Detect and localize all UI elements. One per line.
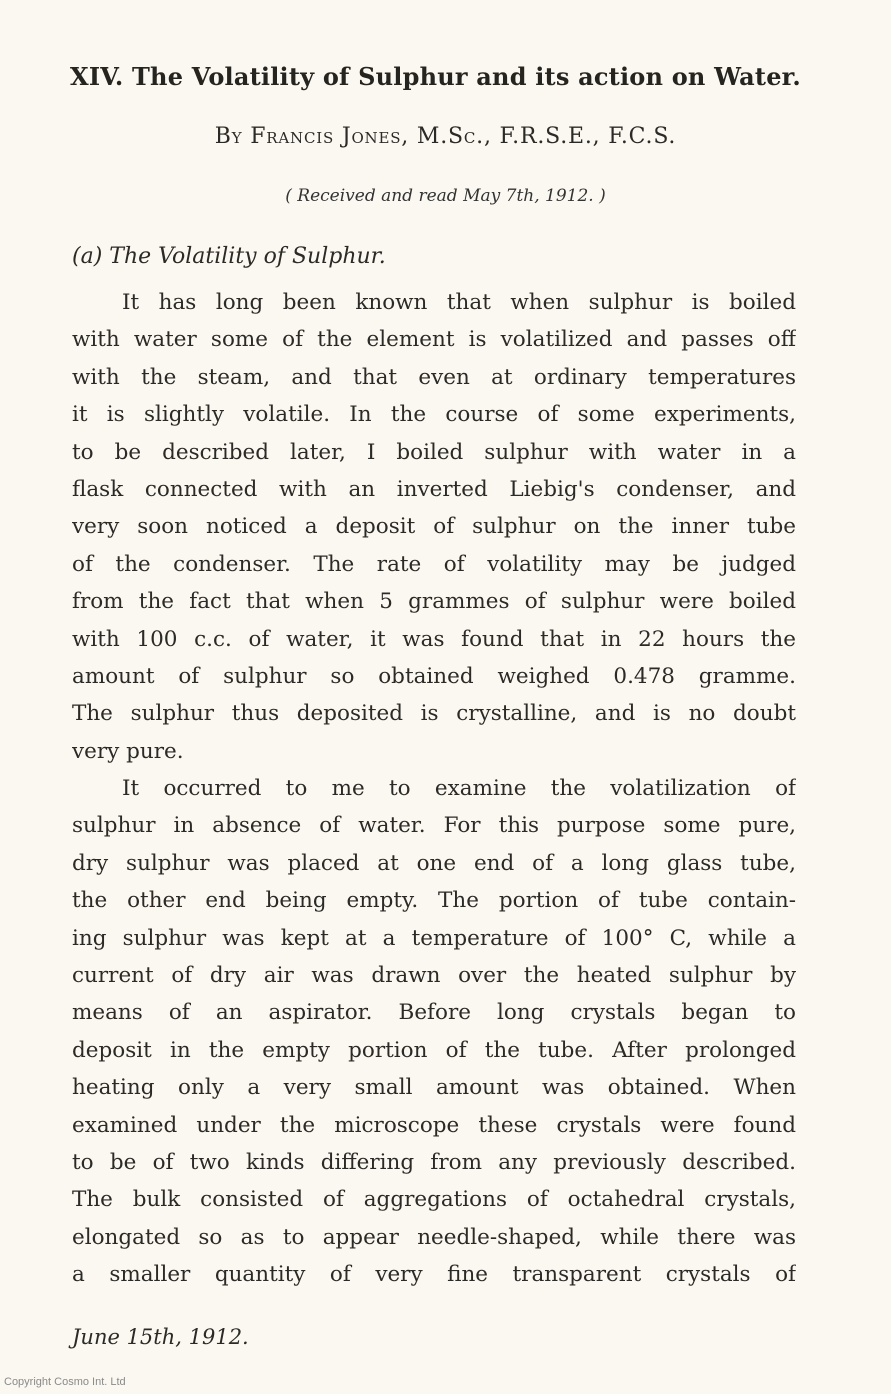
text-line: flask connected with an inverted Liebig's condenser, and [72,476,796,502]
section-heading: (a) The Volatility of Sulphur. [72,244,386,269]
text-line: with water some of the element is volatilized and passes off [72,327,796,353]
text-line: heating only a very small amount was obtained. When [72,1075,796,1101]
article-body [72,284,796,1294]
text-line: to be of two kinds differing from any previously described. [72,1149,796,1175]
text-line: The bulk consisted of aggregations of octahedral crystals, [72,1187,796,1213]
text-line: It has long been known that when sulphur is boiled [122,290,796,315]
text-line: examined under the microscope these crystals were found [72,1112,796,1138]
article-title: XIV. The Volatility of Sulphur and its action on Water. [70,62,801,91]
text-line: elongated so as to appear needle-shaped, while there was [72,1224,796,1250]
footer-date: June 15th, 1912. [72,1325,249,1349]
text-line: It occurred to me to examine the volatilization of [122,776,796,802]
text-line: a smaller quantity of very fine transparent crystals of [72,1262,796,1288]
text-line: with 100 c.c. of water, it was found that in 22 hours the [72,626,796,652]
received-note: ( Received and read May 7th, 1912. ) [285,186,606,206]
copyright-watermark: Copyright Cosmo Int. Ltd [4,1376,126,1388]
text-line: the other end being empty. The portion of tube contain- [72,888,796,914]
text-line: to be described later, I boiled sulphur with water in a [72,439,796,465]
text-line: of the condenser. The rate of volatility may be judged [72,551,796,577]
article-author: By Francis Jones, M.Sc., F.R.S.E., F.C.S. [214,124,677,149]
text-line: with the steam, and that even at ordinary temperatures [72,364,796,390]
text-line: ing sulphur was kept at a temperature of 100° C, while a [72,925,796,951]
text-line: means of an aspirator. Before long crystals began to [72,1000,796,1026]
text-line: amount of sulphur so obtained weighed 0.478 gramme. [72,663,796,689]
text-line: very soon noticed a deposit of sulphur on the inner tube [72,514,796,540]
text-line: sulphur in absence of water. For this purpose some pure, [72,813,796,839]
text-line: deposit in the empty portion of the tube. After prolonged [72,1037,796,1063]
text-line: very pure. [72,738,184,764]
text-line: current of dry air was drawn over the heated sulphur by [72,963,796,989]
text-line: The sulphur thus deposited is crystalline, and is no doubt [72,701,796,727]
text-line: from the fact that when 5 grammes of sulphur were boiled [72,589,796,615]
text-line: dry sulphur was placed at one end of a long glass tube, [72,850,796,876]
text-line: it is slightly volatile. In the course of some experiments, [72,402,796,428]
